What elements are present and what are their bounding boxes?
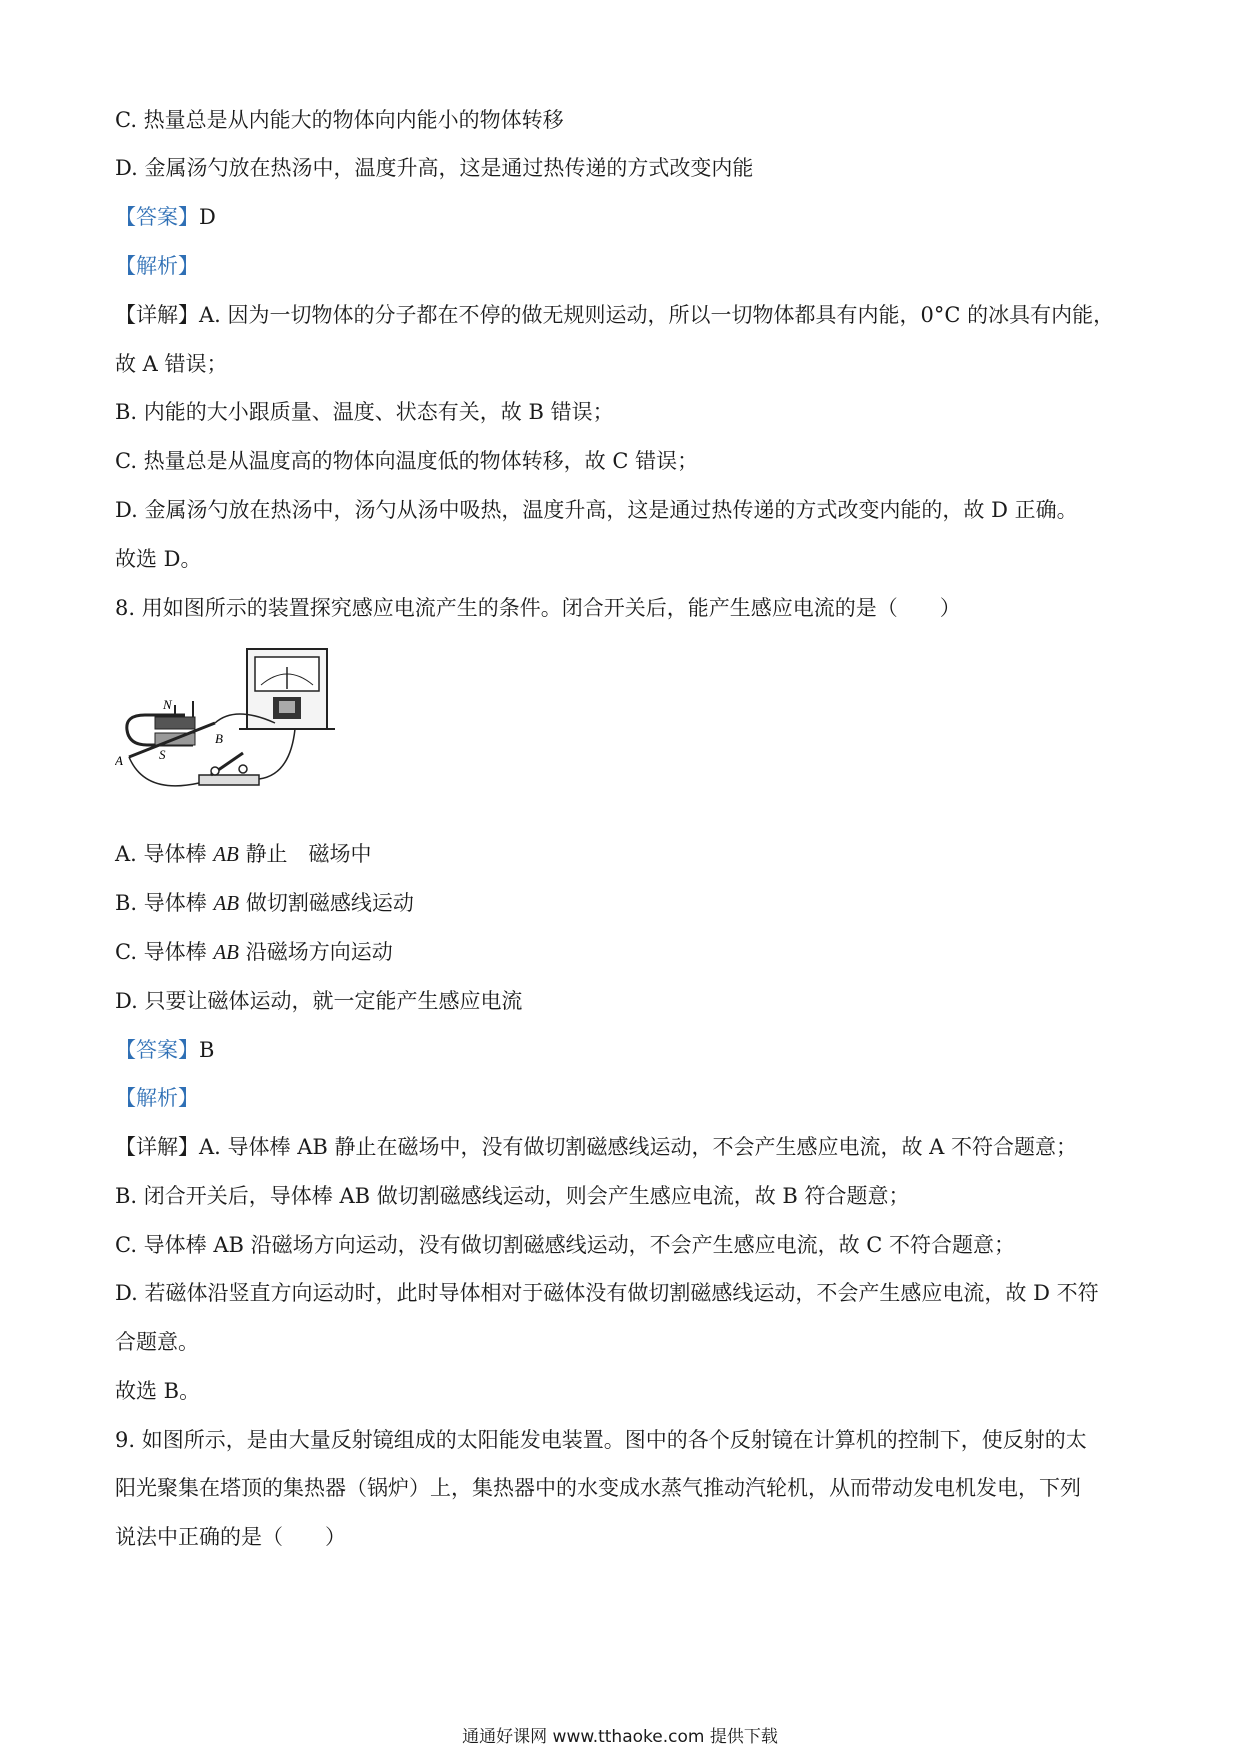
answer-tag: 【答案】 bbox=[115, 205, 199, 229]
option-c-ab: AB bbox=[213, 940, 240, 964]
detail-line-4: C. 热量总是从温度高的物体向温度低的物体转移，故 C 错误； bbox=[115, 449, 699, 473]
option-c-suffix: 沿磁场方向运动 bbox=[245, 940, 393, 964]
answer-value-2: B bbox=[199, 1038, 215, 1062]
option-a-ab: AB bbox=[213, 842, 239, 866]
option-d: D. 只要让磁体运动，就一定能产生感应电流 bbox=[115, 989, 523, 1013]
galvanometer bbox=[239, 649, 335, 729]
detail-line-1 bbox=[115, 301, 1114, 329]
answer-line bbox=[115, 203, 216, 231]
option-c-text: C. 热量总是从内能大的物体向内能小的物体转移 bbox=[115, 108, 564, 132]
answer-tag-2: 【答案】 bbox=[115, 1038, 199, 1062]
detail-8-line-2: B. 闭合开关后，导体棒 AB 做切割磁感线运动，则会产生感应电流，故 B 符合题意； bbox=[115, 1184, 910, 1208]
detail-line-2: 故 A 错误； bbox=[115, 352, 228, 376]
induction-apparatus-figure bbox=[115, 645, 355, 805]
label-b: B bbox=[215, 731, 223, 746]
page-footer: 通通好课网 www.tthaoke.com 提供下载 bbox=[462, 1727, 778, 1747]
answer-value: D bbox=[199, 205, 216, 229]
option-c-prefix: C. 导体棒 bbox=[115, 940, 207, 964]
question-9-line-1: 9. 如图所示，是由大量反射镜组成的太阳能发电装置。图中的各个反射镜在计算机的控制下，使反射的太 bbox=[115, 1428, 1087, 1452]
analysis-tag: 【解析】 bbox=[115, 254, 199, 278]
detail-8-line-4: D. 若磁体沿竖直方向运动时，此时导体相对于磁体没有做切割磁感线运动，不会产生感应电流，故 D 不符 bbox=[115, 1281, 1099, 1305]
option-b-prefix: B. 导体棒 bbox=[115, 891, 207, 915]
detail-8-line-3: C. 导体棒 AB 沿磁场方向运动，没有做切割磁感线运动，不会产生感应电流，故 C 不符合题意； bbox=[115, 1233, 1016, 1257]
option-b-suffix: 做切割磁感线运动 bbox=[245, 891, 414, 915]
detail-tag: 【详解】 bbox=[115, 303, 199, 327]
question-9-line-2: 阳光聚集在塔顶的集热器（锅炉）上，集热器中的水变成水蒸气推动汽轮机，从而带动发电机发电，下列 bbox=[115, 1476, 1081, 1500]
option-a-prefix: A. 导体棒 bbox=[115, 842, 207, 866]
question-8: 8. 用如图所示的装置探究感应电流产生的条件。闭合开关后，能产生感应电流的是（ ） bbox=[115, 596, 961, 620]
detail-line-3: B. 内能的大小跟质量、温度、状态有关，故 B 错误； bbox=[115, 400, 614, 424]
detail-8-line-5: 合题意。 bbox=[115, 1330, 199, 1354]
conclusion-line-2: 故选 B。 bbox=[115, 1379, 201, 1403]
detail-tag-2: 【详解】 bbox=[115, 1135, 199, 1159]
option-a-suffix: 静止 磁场中 bbox=[245, 842, 372, 866]
label-a: A bbox=[115, 753, 123, 768]
detail-line-5: D. 金属汤勺放在热汤中，汤勺从汤中吸热，温度升高，这是通过热传递的方式改变内能的，故 D 正确。 bbox=[115, 498, 1078, 522]
conclusion-line: 故选 D。 bbox=[115, 547, 202, 571]
detail-8-line-1 bbox=[115, 1133, 1077, 1161]
switch bbox=[199, 753, 259, 785]
analysis-tag-2: 【解析】 bbox=[115, 1086, 199, 1110]
option-a bbox=[115, 840, 372, 868]
option-c bbox=[115, 938, 393, 966]
option-b bbox=[115, 889, 414, 917]
detail-8-text: A. 导体棒 AB 静止在磁场中，没有做切割磁感线运动，不会产生感应电流，故 A 不符合题意； bbox=[199, 1135, 1077, 1159]
answer-line-2 bbox=[115, 1036, 214, 1064]
horseshoe-magnet bbox=[127, 701, 195, 745]
label-s: S bbox=[159, 747, 166, 762]
question-9-line-3: 说法中正确的是（ ） bbox=[115, 1525, 346, 1549]
option-b-ab: AB bbox=[213, 891, 240, 915]
option-d-text: D. 金属汤勺放在热汤中，温度升高，这是通过热传递的方式改变内能 bbox=[115, 156, 754, 180]
detail-text: A. 因为一切物体的分子都在不停的做无规则运动，所以一切物体都具有内能，0°C 的冰具有内能， bbox=[199, 303, 1115, 327]
label-n: N bbox=[163, 697, 172, 712]
